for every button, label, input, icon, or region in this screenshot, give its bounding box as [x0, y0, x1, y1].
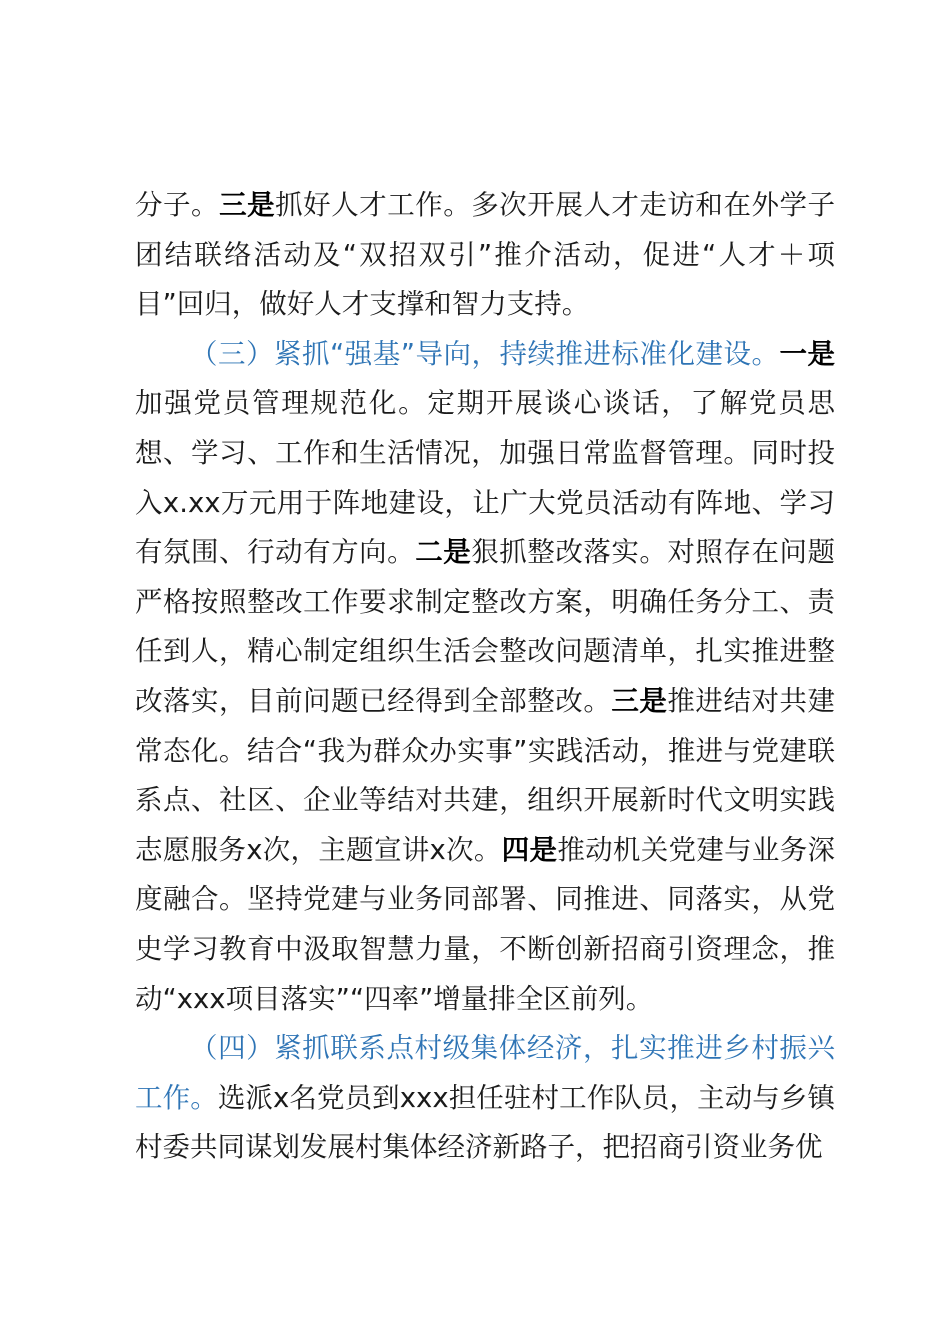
- section-heading: （四）紧抓联系点村级集体经济，扎实推进乡村振兴工作。: [135, 1032, 835, 1114]
- text-run: 加强党员管理规范化。定期开展谈心谈话，了解党员思想、学习、工作和生活情况，加强日常监督管理。同时投入x.xx万元用于阵地建设，让广大党员活动有阵地、学习有氛围、行动有方向。: [135, 387, 835, 569]
- text-run: 推进结对共建常态化。结合“我为群众办实事”实践活动，推进与党建联系点、社区、企业等结对共建，组织开展新时代文明实践志愿服务x次，主题宣讲x次。: [135, 684, 836, 866]
- text-run: 推动机关党建与业务深度融合。坚持党建与业务同部署、同推进、同落实，从党史学习教育中汲取智慧力量，不断创新招商引资理念，推动“xxx项目落实”“四率”增量排全区前列。: [135, 833, 836, 1015]
- text-run: 分子。: [135, 189, 220, 221]
- bold-run: 三是: [611, 684, 668, 717]
- text-run: 选派x名党员到xxx担任驻村工作队员，主动与乡镇村委共同谋划发展村集体经济新路子，把招商引资业务优: [135, 1081, 836, 1164]
- paragraph-section-four: [135, 1024, 835, 1173]
- paragraph-section-three: [135, 330, 835, 1024]
- text-run: 狠抓整改落实。对照存在问题严格按照整改工作要求制定整改方案，明确任务分工、责任到人，精心制定组织生活会整改问题清单，扎实推进整改落实，目前问题已经得到全部整改。: [135, 536, 836, 717]
- bold-run: 二是: [415, 536, 472, 569]
- document-page: [135, 181, 835, 1173]
- section-heading: （三）紧抓“强基”导向，持续推进标准化建设。: [190, 337, 780, 370]
- bold-run: 一是: [779, 337, 835, 370]
- text-run: 抓好人才工作。多次开展人才走访和在外学子团结联络活动及“双招双引”推介活动，促进“人才＋项目”回归，做好人才支撑和智力支持。: [135, 189, 836, 321]
- bold-run: 四是: [501, 833, 558, 866]
- bold-run: 三是: [219, 189, 276, 221]
- paragraph-continuation: [135, 181, 835, 330]
